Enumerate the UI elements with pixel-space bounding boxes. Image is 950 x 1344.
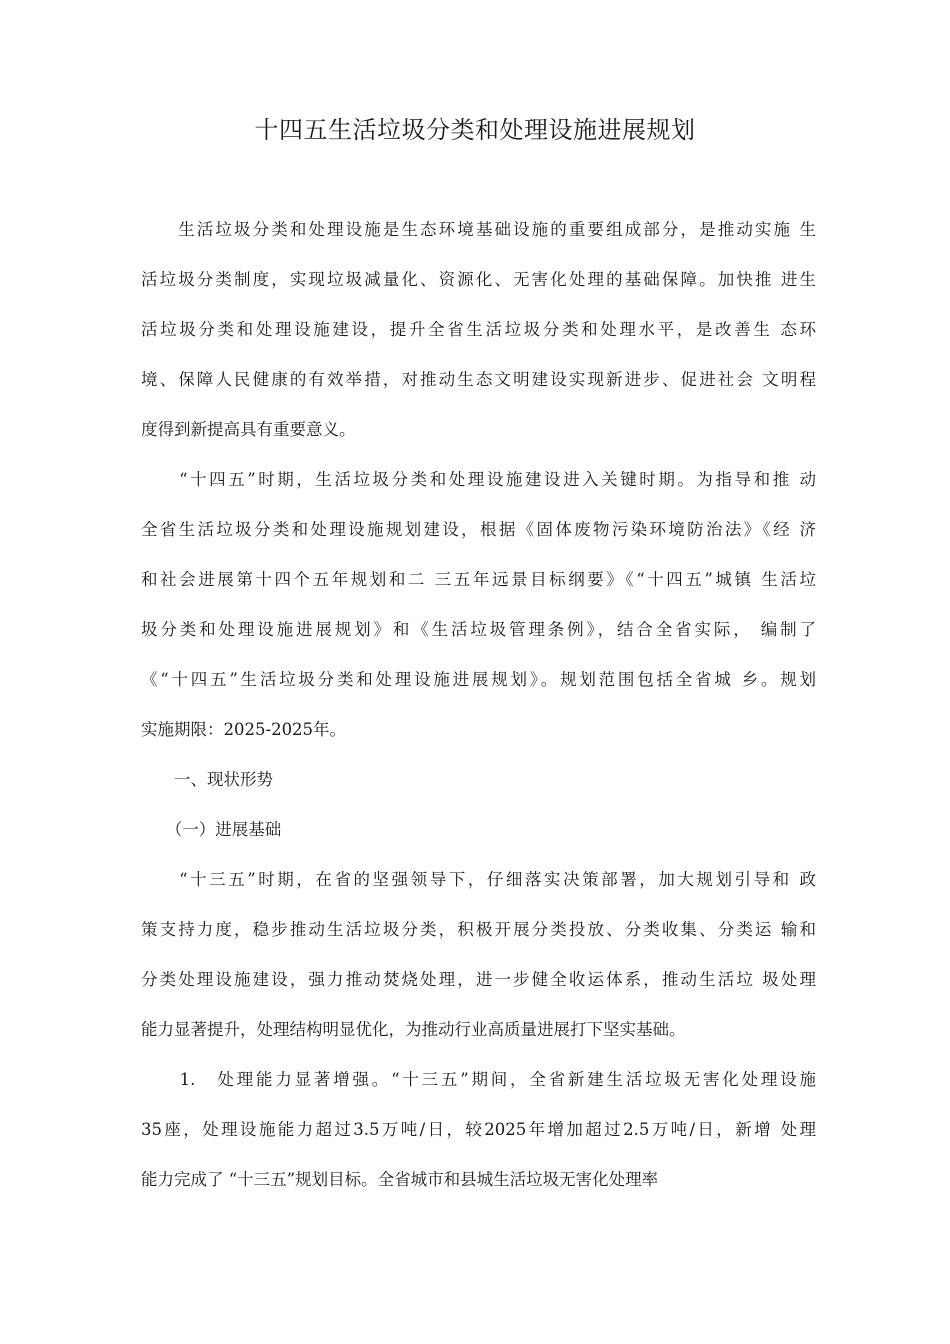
document-title: 十四五生活垃圾分类和处理设施进展规划 xyxy=(254,116,696,144)
subsection-heading: （一）进展基础 xyxy=(141,820,282,839)
paragraph-line: 度得到新提高具有重要意义。 xyxy=(141,420,356,439)
paragraph-line: 策支持力度，稳步推动生活垃圾分类，积极开展分类投放、分类收集、分类运 输和 xyxy=(141,920,816,939)
paragraph-line: 境、保障人民健康的有效举措，对推动生态文明建设实现新进步、促进社会 文明程 xyxy=(141,370,816,389)
paragraph-line: 实施期限：2025-2025年。 xyxy=(141,720,347,739)
paragraph-line: 能力显著提升，处理结构明显优化，为推动行业高质量进展打下坚实基础。 xyxy=(141,1020,686,1039)
paragraph-line: 《“十四五”生活垃圾分类和处理设施进展规划》。规划范围包括全省城 乡。规划 xyxy=(141,670,816,689)
paragraph-line: 能力完成了 “十三五”规划目标。全省城市和县城生活垃圾无害化处理率 xyxy=(141,1170,659,1189)
paragraph-line: 全省生活垃圾分类和处理设施规划建设，根据《固体废物污染环境防治法》《经 济 xyxy=(141,520,816,539)
paragraph-line: 分类处理设施建设，强力推动焚烧处理，进一步健全收运体系，推动生活垃 圾处理 xyxy=(141,970,816,989)
section-heading: 一、现状形势 xyxy=(141,770,273,789)
paragraph-line: 活垃圾分类和处理设施建设，提升全省生活垃圾分类和处理水平，是改善生 态环 xyxy=(141,320,816,339)
paragraph-line: 1. 处理能力显著增强。“十三五”期间，全省新建生活垃圾无害化处理设施 xyxy=(141,1070,816,1089)
paragraph-line: 圾分类和处理设施进展规划》和《生活垃圾管理条例》，结合全省实际， 编制了 xyxy=(141,620,816,639)
paragraph-line: 和社会进展第十四个五年规划和二 三五年远景目标纲要》《“十四五”城镇 生活垃 xyxy=(141,570,816,589)
paragraph-line: “十四五”时期，生活垃圾分类和处理设施建设进入关键时期。为指导和推 动 xyxy=(141,470,816,489)
paragraph-line: 生活垃圾分类和处理设施是生态环境基础设施的重要组成部分，是推动实施 生 xyxy=(141,220,816,239)
paragraph-line: 活垃圾分类制度，实现垃圾减量化、资源化、无害化处理的基础保障。加快推 进生 xyxy=(141,270,816,289)
paragraph-line: 35座，处理设施能力超过3.5万吨/日，较2025年增加超过2.5万吨/日，新增 处理 xyxy=(141,1120,816,1139)
paragraph-line: “十三五”时期，在省的坚强领导下，仔细落实决策部署，加大规划引导和 政 xyxy=(141,870,816,889)
